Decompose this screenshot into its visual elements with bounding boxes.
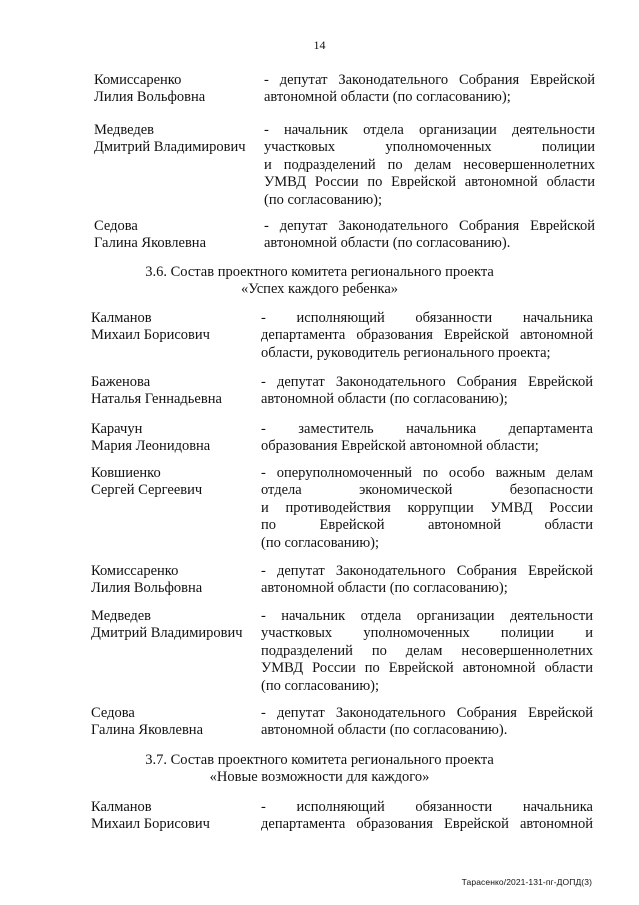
role-line: (по согласованию); bbox=[261, 677, 380, 694]
role-line: - начальник отдела организации деятельности bbox=[264, 122, 595, 138]
section-heading bbox=[0, 264, 639, 299]
role-line: автономной области (по согласованию); bbox=[264, 89, 511, 106]
member-name bbox=[94, 72, 264, 107]
member-given-names: Мария Леонидовна bbox=[91, 438, 211, 455]
role-line: и подразделений по делам несовершеннолетних bbox=[264, 156, 595, 173]
role-line: департамента образования Еврейской автономной bbox=[261, 327, 593, 344]
member-role bbox=[261, 421, 593, 456]
member-given-names: Галина Яковлевна bbox=[91, 722, 203, 739]
role-line: - депутат Законодательного Собрания Еврейской bbox=[261, 705, 593, 721]
member-role bbox=[261, 799, 593, 834]
role-line: - начальник отдела организации деятельности bbox=[261, 608, 593, 624]
role-line: подразделений по делам несовершеннолетних bbox=[261, 642, 593, 659]
page-number: 14 bbox=[313, 38, 326, 52]
member-surname: Баженова bbox=[91, 374, 151, 390]
member-name bbox=[91, 608, 261, 643]
member-name bbox=[91, 465, 261, 500]
member-given-names: Наталья Геннадьевна bbox=[91, 391, 222, 408]
member-surname: Ковшиенко bbox=[91, 465, 161, 481]
role-line: департамента образования Еврейской автономной bbox=[261, 816, 593, 833]
member-surname: Калманов bbox=[91, 310, 152, 326]
member-role bbox=[261, 705, 593, 740]
role-line: автономной области (по согласованию). bbox=[261, 722, 508, 739]
role-line: - депутат Законодательного Собрания Еврейской bbox=[261, 563, 593, 579]
member-surname: Медведев bbox=[94, 122, 154, 138]
member-given-names: Михаил Борисович bbox=[91, 816, 210, 833]
member-name bbox=[91, 799, 261, 834]
role-line: - заместитель начальника департамента bbox=[261, 421, 593, 437]
member-given-names: Галина Яковлевна bbox=[94, 235, 206, 252]
role-line: - исполняющий обязанности начальника bbox=[261, 799, 593, 815]
document-reference-code: Тарасенко/2021-131-пг-ДОПД(3) bbox=[461, 877, 592, 887]
role-line: (по согласованию); bbox=[261, 534, 380, 551]
member-surname: Калманов bbox=[91, 799, 152, 815]
section-heading-line: 3.6. Состав проектного комитета регионального проекта bbox=[145, 264, 494, 280]
role-line: УМВД России по Еврейской автономной области bbox=[264, 174, 595, 191]
member-name bbox=[91, 705, 261, 740]
member-role bbox=[264, 122, 595, 209]
role-line: (по согласованию); bbox=[264, 191, 383, 208]
role-line: участковых уполномоченных полиции bbox=[264, 139, 595, 156]
member-role bbox=[261, 563, 593, 598]
member-role bbox=[264, 218, 595, 253]
role-line: участковых уполномоченных полиции и bbox=[261, 625, 593, 642]
member-name bbox=[94, 218, 264, 253]
member-role bbox=[264, 72, 595, 107]
member-name bbox=[91, 310, 261, 345]
member-given-names: Михаил Борисович bbox=[91, 327, 210, 344]
section-heading-project: «Новые возможности для каждого» bbox=[209, 769, 430, 786]
role-line: УМВД России по Еврейской автономной области bbox=[261, 660, 593, 677]
section-heading-line: 3.7. Состав проектного комитета регионального проекта bbox=[145, 752, 494, 768]
member-surname: Комиссаренко bbox=[94, 72, 182, 88]
member-surname: Седова bbox=[94, 218, 138, 234]
section-heading-project: «Успех каждого ребенка» bbox=[240, 281, 399, 298]
member-name bbox=[91, 374, 261, 409]
member-role bbox=[261, 465, 593, 552]
role-line: - депутат Законодательного Собрания Еврейской bbox=[264, 72, 595, 88]
role-line: по Еврейской автономной области bbox=[261, 517, 593, 534]
member-surname: Карачун bbox=[91, 421, 143, 437]
member-given-names: Дмитрий Владимирович bbox=[91, 625, 243, 642]
role-line: автономной области (по согласованию); bbox=[261, 391, 508, 408]
role-line: - оперуполномоченный по особо важным делам bbox=[261, 465, 593, 481]
role-line: автономной области (по согласованию). bbox=[264, 235, 511, 252]
role-line: отдела экономической безопасности bbox=[261, 482, 593, 499]
member-name bbox=[94, 122, 264, 157]
section-heading bbox=[0, 752, 639, 787]
role-line: - депутат Законодательного Собрания Еврейской bbox=[264, 218, 595, 234]
member-role bbox=[261, 608, 593, 695]
member-given-names: Лилия Вольфовна bbox=[91, 580, 203, 597]
role-line: автономной области (по согласованию); bbox=[261, 580, 508, 597]
member-surname: Медведев bbox=[91, 608, 151, 624]
role-line: образования Еврейской автономной области; bbox=[261, 438, 539, 455]
member-name bbox=[91, 563, 261, 598]
role-line: - исполняющий обязанности начальника bbox=[261, 310, 593, 326]
member-given-names: Лилия Вольфовна bbox=[94, 89, 206, 106]
member-given-names: Сергей Сергеевич bbox=[91, 482, 203, 499]
member-role bbox=[261, 374, 593, 409]
member-surname: Седова bbox=[91, 705, 135, 721]
role-line: и противодействия коррупции УМВД России bbox=[261, 499, 593, 516]
member-surname: Комиссаренко bbox=[91, 563, 179, 579]
member-given-names: Дмитрий Владимирович bbox=[94, 139, 246, 156]
role-line: - депутат Законодательного Собрания Еврейской bbox=[261, 374, 593, 390]
member-name bbox=[91, 421, 261, 456]
member-role bbox=[261, 310, 593, 362]
role-line: области, руководитель регионального проекта; bbox=[261, 344, 551, 361]
